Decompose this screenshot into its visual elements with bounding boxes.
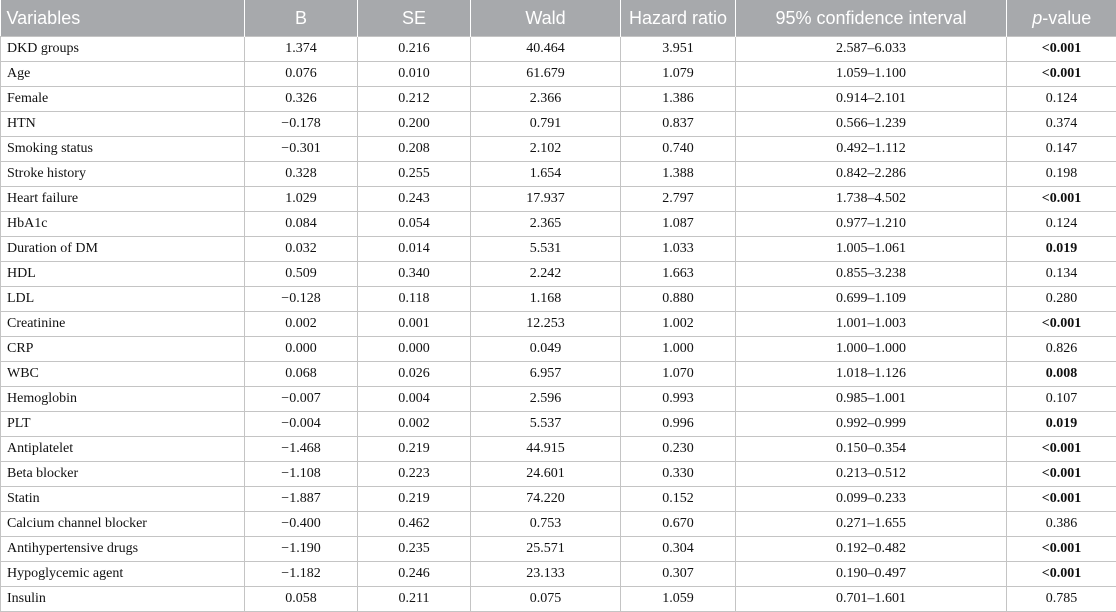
cell-hazard-ratio: 1.388 <box>621 162 736 187</box>
cell-p-value: 0.124 <box>1007 212 1116 237</box>
cell-confidence-interval: 0.190–0.497 <box>736 562 1007 587</box>
cell-variable: Stroke history <box>1 162 245 187</box>
cell-variable: Antiplatelet <box>1 437 245 462</box>
cell-b: −0.128 <box>245 287 358 312</box>
header-variables: Variables <box>1 0 245 37</box>
cell-se: 0.004 <box>358 387 471 412</box>
cell-p-value: 0.008 <box>1007 362 1116 387</box>
table-row <box>1 112 1116 137</box>
cell-b: 0.068 <box>245 362 358 387</box>
cell-se: 0.118 <box>358 287 471 312</box>
cell-se: 0.002 <box>358 412 471 437</box>
cell-p-value: 0.198 <box>1007 162 1116 187</box>
cell-b: 0.328 <box>245 162 358 187</box>
table-row <box>1 487 1116 512</box>
table-row <box>1 187 1116 212</box>
cell-se: 0.223 <box>358 462 471 487</box>
cell-b: 0.326 <box>245 87 358 112</box>
table-row <box>1 512 1116 537</box>
cell-se: 0.255 <box>358 162 471 187</box>
cell-wald: 24.601 <box>471 462 621 487</box>
cell-hazard-ratio: 1.000 <box>621 337 736 362</box>
table-row <box>1 287 1116 312</box>
cell-se: 0.216 <box>358 37 471 62</box>
cell-confidence-interval: 0.213–0.512 <box>736 462 1007 487</box>
cell-hazard-ratio: 0.996 <box>621 412 736 437</box>
cell-wald: 0.049 <box>471 337 621 362</box>
cell-p-value: 0.124 <box>1007 87 1116 112</box>
cell-b: −1.887 <box>245 487 358 512</box>
cell-b: 1.374 <box>245 37 358 62</box>
cell-p-value: <0.001 <box>1007 462 1116 487</box>
cell-wald: 0.753 <box>471 512 621 537</box>
cell-p-value: <0.001 <box>1007 487 1116 512</box>
cell-confidence-interval: 0.271–1.655 <box>736 512 1007 537</box>
cell-p-value: <0.001 <box>1007 562 1116 587</box>
cell-confidence-interval: 0.699–1.109 <box>736 287 1007 312</box>
cell-se: 0.235 <box>358 537 471 562</box>
table-row <box>1 462 1116 487</box>
cell-p-value: <0.001 <box>1007 312 1116 337</box>
cell-confidence-interval: 2.587–6.033 <box>736 37 1007 62</box>
table-row <box>1 412 1116 437</box>
cell-se: 0.054 <box>358 212 471 237</box>
cell-b: −1.190 <box>245 537 358 562</box>
header-hazard-ratio: Hazard ratio <box>621 0 736 37</box>
cell-wald: 1.168 <box>471 287 621 312</box>
cell-hazard-ratio: 0.230 <box>621 437 736 462</box>
cell-variable: LDL <box>1 287 245 312</box>
cell-wald: 0.075 <box>471 587 621 612</box>
cell-b: −0.178 <box>245 112 358 137</box>
cell-p-value: <0.001 <box>1007 437 1116 462</box>
cell-hazard-ratio: 0.740 <box>621 137 736 162</box>
cell-confidence-interval: 1.738–4.502 <box>736 187 1007 212</box>
cell-variable: Heart failure <box>1 187 245 212</box>
header-se: SE <box>358 0 471 37</box>
cell-p-value: <0.001 <box>1007 187 1116 212</box>
cell-se: 0.219 <box>358 437 471 462</box>
cell-hazard-ratio: 1.663 <box>621 262 736 287</box>
table-row <box>1 162 1116 187</box>
cell-se: 0.462 <box>358 512 471 537</box>
cell-b: −0.004 <box>245 412 358 437</box>
cell-se: 0.211 <box>358 587 471 612</box>
cell-hazard-ratio: 1.070 <box>621 362 736 387</box>
cell-variable: Hypoglycemic agent <box>1 562 245 587</box>
table-row <box>1 237 1116 262</box>
header-wald: Wald <box>471 0 621 37</box>
cell-variable: Statin <box>1 487 245 512</box>
cell-hazard-ratio: 0.837 <box>621 112 736 137</box>
cell-confidence-interval: 0.985–1.001 <box>736 387 1007 412</box>
cell-wald: 1.654 <box>471 162 621 187</box>
cell-p-value: 0.019 <box>1007 237 1116 262</box>
cell-hazard-ratio: 1.079 <box>621 62 736 87</box>
cell-hazard-ratio: 2.797 <box>621 187 736 212</box>
header-b: B <box>245 0 358 37</box>
table-row <box>1 262 1116 287</box>
cell-wald: 2.242 <box>471 262 621 287</box>
cell-variable: Beta blocker <box>1 462 245 487</box>
cell-b: 0.076 <box>245 62 358 87</box>
cell-variable: Smoking status <box>1 137 245 162</box>
cell-p-value: 0.374 <box>1007 112 1116 137</box>
table-row <box>1 337 1116 362</box>
cell-b: −0.301 <box>245 137 358 162</box>
cell-confidence-interval: 1.005–1.061 <box>736 237 1007 262</box>
table-body <box>1 37 1116 612</box>
cell-confidence-interval: 0.192–0.482 <box>736 537 1007 562</box>
cell-hazard-ratio: 1.386 <box>621 87 736 112</box>
header-p-letter: p <box>1032 8 1042 28</box>
cell-se: 0.014 <box>358 237 471 262</box>
table-row <box>1 587 1116 612</box>
cell-hazard-ratio: 1.033 <box>621 237 736 262</box>
cell-wald: 0.791 <box>471 112 621 137</box>
cell-wald: 61.679 <box>471 62 621 87</box>
cell-se: 0.246 <box>358 562 471 587</box>
cell-variable: PLT <box>1 412 245 437</box>
cell-wald: 12.253 <box>471 312 621 337</box>
cell-hazard-ratio: 0.304 <box>621 537 736 562</box>
cell-wald: 44.915 <box>471 437 621 462</box>
cell-se: 0.219 <box>358 487 471 512</box>
cell-b: 0.002 <box>245 312 358 337</box>
cell-b: −1.182 <box>245 562 358 587</box>
table-row <box>1 137 1116 162</box>
cell-variable: Creatinine <box>1 312 245 337</box>
cell-wald: 25.571 <box>471 537 621 562</box>
cell-confidence-interval: 0.566–1.239 <box>736 112 1007 137</box>
table-row <box>1 87 1116 112</box>
cell-wald: 5.531 <box>471 237 621 262</box>
cell-confidence-interval: 0.914–2.101 <box>736 87 1007 112</box>
cell-p-value: <0.001 <box>1007 537 1116 562</box>
cell-hazard-ratio: 0.307 <box>621 562 736 587</box>
cell-wald: 6.957 <box>471 362 621 387</box>
cell-variable: WBC <box>1 362 245 387</box>
cell-b: −1.468 <box>245 437 358 462</box>
cell-se: 0.340 <box>358 262 471 287</box>
header-row <box>1 0 1116 37</box>
table-row <box>1 212 1116 237</box>
cell-wald: 2.366 <box>471 87 621 112</box>
cell-confidence-interval: 0.492–1.112 <box>736 137 1007 162</box>
cell-p-value: <0.001 <box>1007 62 1116 87</box>
cell-hazard-ratio: 3.951 <box>621 37 736 62</box>
cell-wald: 40.464 <box>471 37 621 62</box>
cell-variable: Antihypertensive drugs <box>1 537 245 562</box>
cell-confidence-interval: 0.099–0.233 <box>736 487 1007 512</box>
cell-hazard-ratio: 0.330 <box>621 462 736 487</box>
cell-p-value: 0.785 <box>1007 587 1116 612</box>
cell-confidence-interval: 1.000–1.000 <box>736 337 1007 362</box>
cell-wald: 2.365 <box>471 212 621 237</box>
cell-p-value: 0.386 <box>1007 512 1116 537</box>
cell-se: 0.208 <box>358 137 471 162</box>
cell-b: −1.108 <box>245 462 358 487</box>
cell-variable: Female <box>1 87 245 112</box>
cell-p-value: 0.107 <box>1007 387 1116 412</box>
header-p-suffix: -value <box>1042 8 1091 28</box>
cell-p-value: 0.280 <box>1007 287 1116 312</box>
cell-se: 0.243 <box>358 187 471 212</box>
cell-confidence-interval: 1.001–1.003 <box>736 312 1007 337</box>
cell-confidence-interval: 1.018–1.126 <box>736 362 1007 387</box>
header-p-value <box>1007 0 1116 37</box>
cell-b: 0.084 <box>245 212 358 237</box>
cell-hazard-ratio: 1.059 <box>621 587 736 612</box>
cell-p-value: <0.001 <box>1007 37 1116 62</box>
cell-se: 0.026 <box>358 362 471 387</box>
cell-hazard-ratio: 0.993 <box>621 387 736 412</box>
cell-b: 0.509 <box>245 262 358 287</box>
table-row <box>1 37 1116 62</box>
cell-variable: HTN <box>1 112 245 137</box>
cell-confidence-interval: 0.150–0.354 <box>736 437 1007 462</box>
cell-variable: Calcium channel blocker <box>1 512 245 537</box>
cell-variable: Insulin <box>1 587 245 612</box>
cell-variable: CRP <box>1 337 245 362</box>
cell-confidence-interval: 0.977–1.210 <box>736 212 1007 237</box>
table-row <box>1 62 1116 87</box>
cell-b: −0.400 <box>245 512 358 537</box>
table-row <box>1 537 1116 562</box>
table-row <box>1 312 1116 337</box>
cell-hazard-ratio: 0.670 <box>621 512 736 537</box>
cell-confidence-interval: 0.701–1.601 <box>736 587 1007 612</box>
cell-hazard-ratio: 0.880 <box>621 287 736 312</box>
table-row <box>1 562 1116 587</box>
table-row <box>1 437 1116 462</box>
cell-hazard-ratio: 1.087 <box>621 212 736 237</box>
cell-p-value: 0.826 <box>1007 337 1116 362</box>
cell-p-value: 0.134 <box>1007 262 1116 287</box>
cell-variable: HbA1c <box>1 212 245 237</box>
cell-variable: Age <box>1 62 245 87</box>
cell-confidence-interval: 1.059–1.100 <box>736 62 1007 87</box>
cell-variable: Hemoglobin <box>1 387 245 412</box>
cell-se: 0.212 <box>358 87 471 112</box>
cell-variable: HDL <box>1 262 245 287</box>
cell-se: 0.010 <box>358 62 471 87</box>
table-row <box>1 387 1116 412</box>
cell-b: −0.007 <box>245 387 358 412</box>
cell-se: 0.200 <box>358 112 471 137</box>
cell-variable: Duration of DM <box>1 237 245 262</box>
cell-b: 1.029 <box>245 187 358 212</box>
cell-se: 0.000 <box>358 337 471 362</box>
cell-wald: 17.937 <box>471 187 621 212</box>
cell-variable: DKD groups <box>1 37 245 62</box>
cell-confidence-interval: 0.992–0.999 <box>736 412 1007 437</box>
cell-se: 0.001 <box>358 312 471 337</box>
cell-wald: 23.133 <box>471 562 621 587</box>
cell-p-value: 0.147 <box>1007 137 1116 162</box>
table-header <box>1 0 1116 37</box>
cell-confidence-interval: 0.855–3.238 <box>736 262 1007 287</box>
cell-b: 0.032 <box>245 237 358 262</box>
cell-b: 0.000 <box>245 337 358 362</box>
cell-wald: 2.596 <box>471 387 621 412</box>
header-confidence-interval: 95% confidence interval <box>736 0 1007 37</box>
cell-p-value: 0.019 <box>1007 412 1116 437</box>
cell-wald: 2.102 <box>471 137 621 162</box>
cell-wald: 5.537 <box>471 412 621 437</box>
cell-confidence-interval: 0.842–2.286 <box>736 162 1007 187</box>
cell-wald: 74.220 <box>471 487 621 512</box>
cell-b: 0.058 <box>245 587 358 612</box>
cell-hazard-ratio: 1.002 <box>621 312 736 337</box>
cell-hazard-ratio: 0.152 <box>621 487 736 512</box>
table-row <box>1 362 1116 387</box>
